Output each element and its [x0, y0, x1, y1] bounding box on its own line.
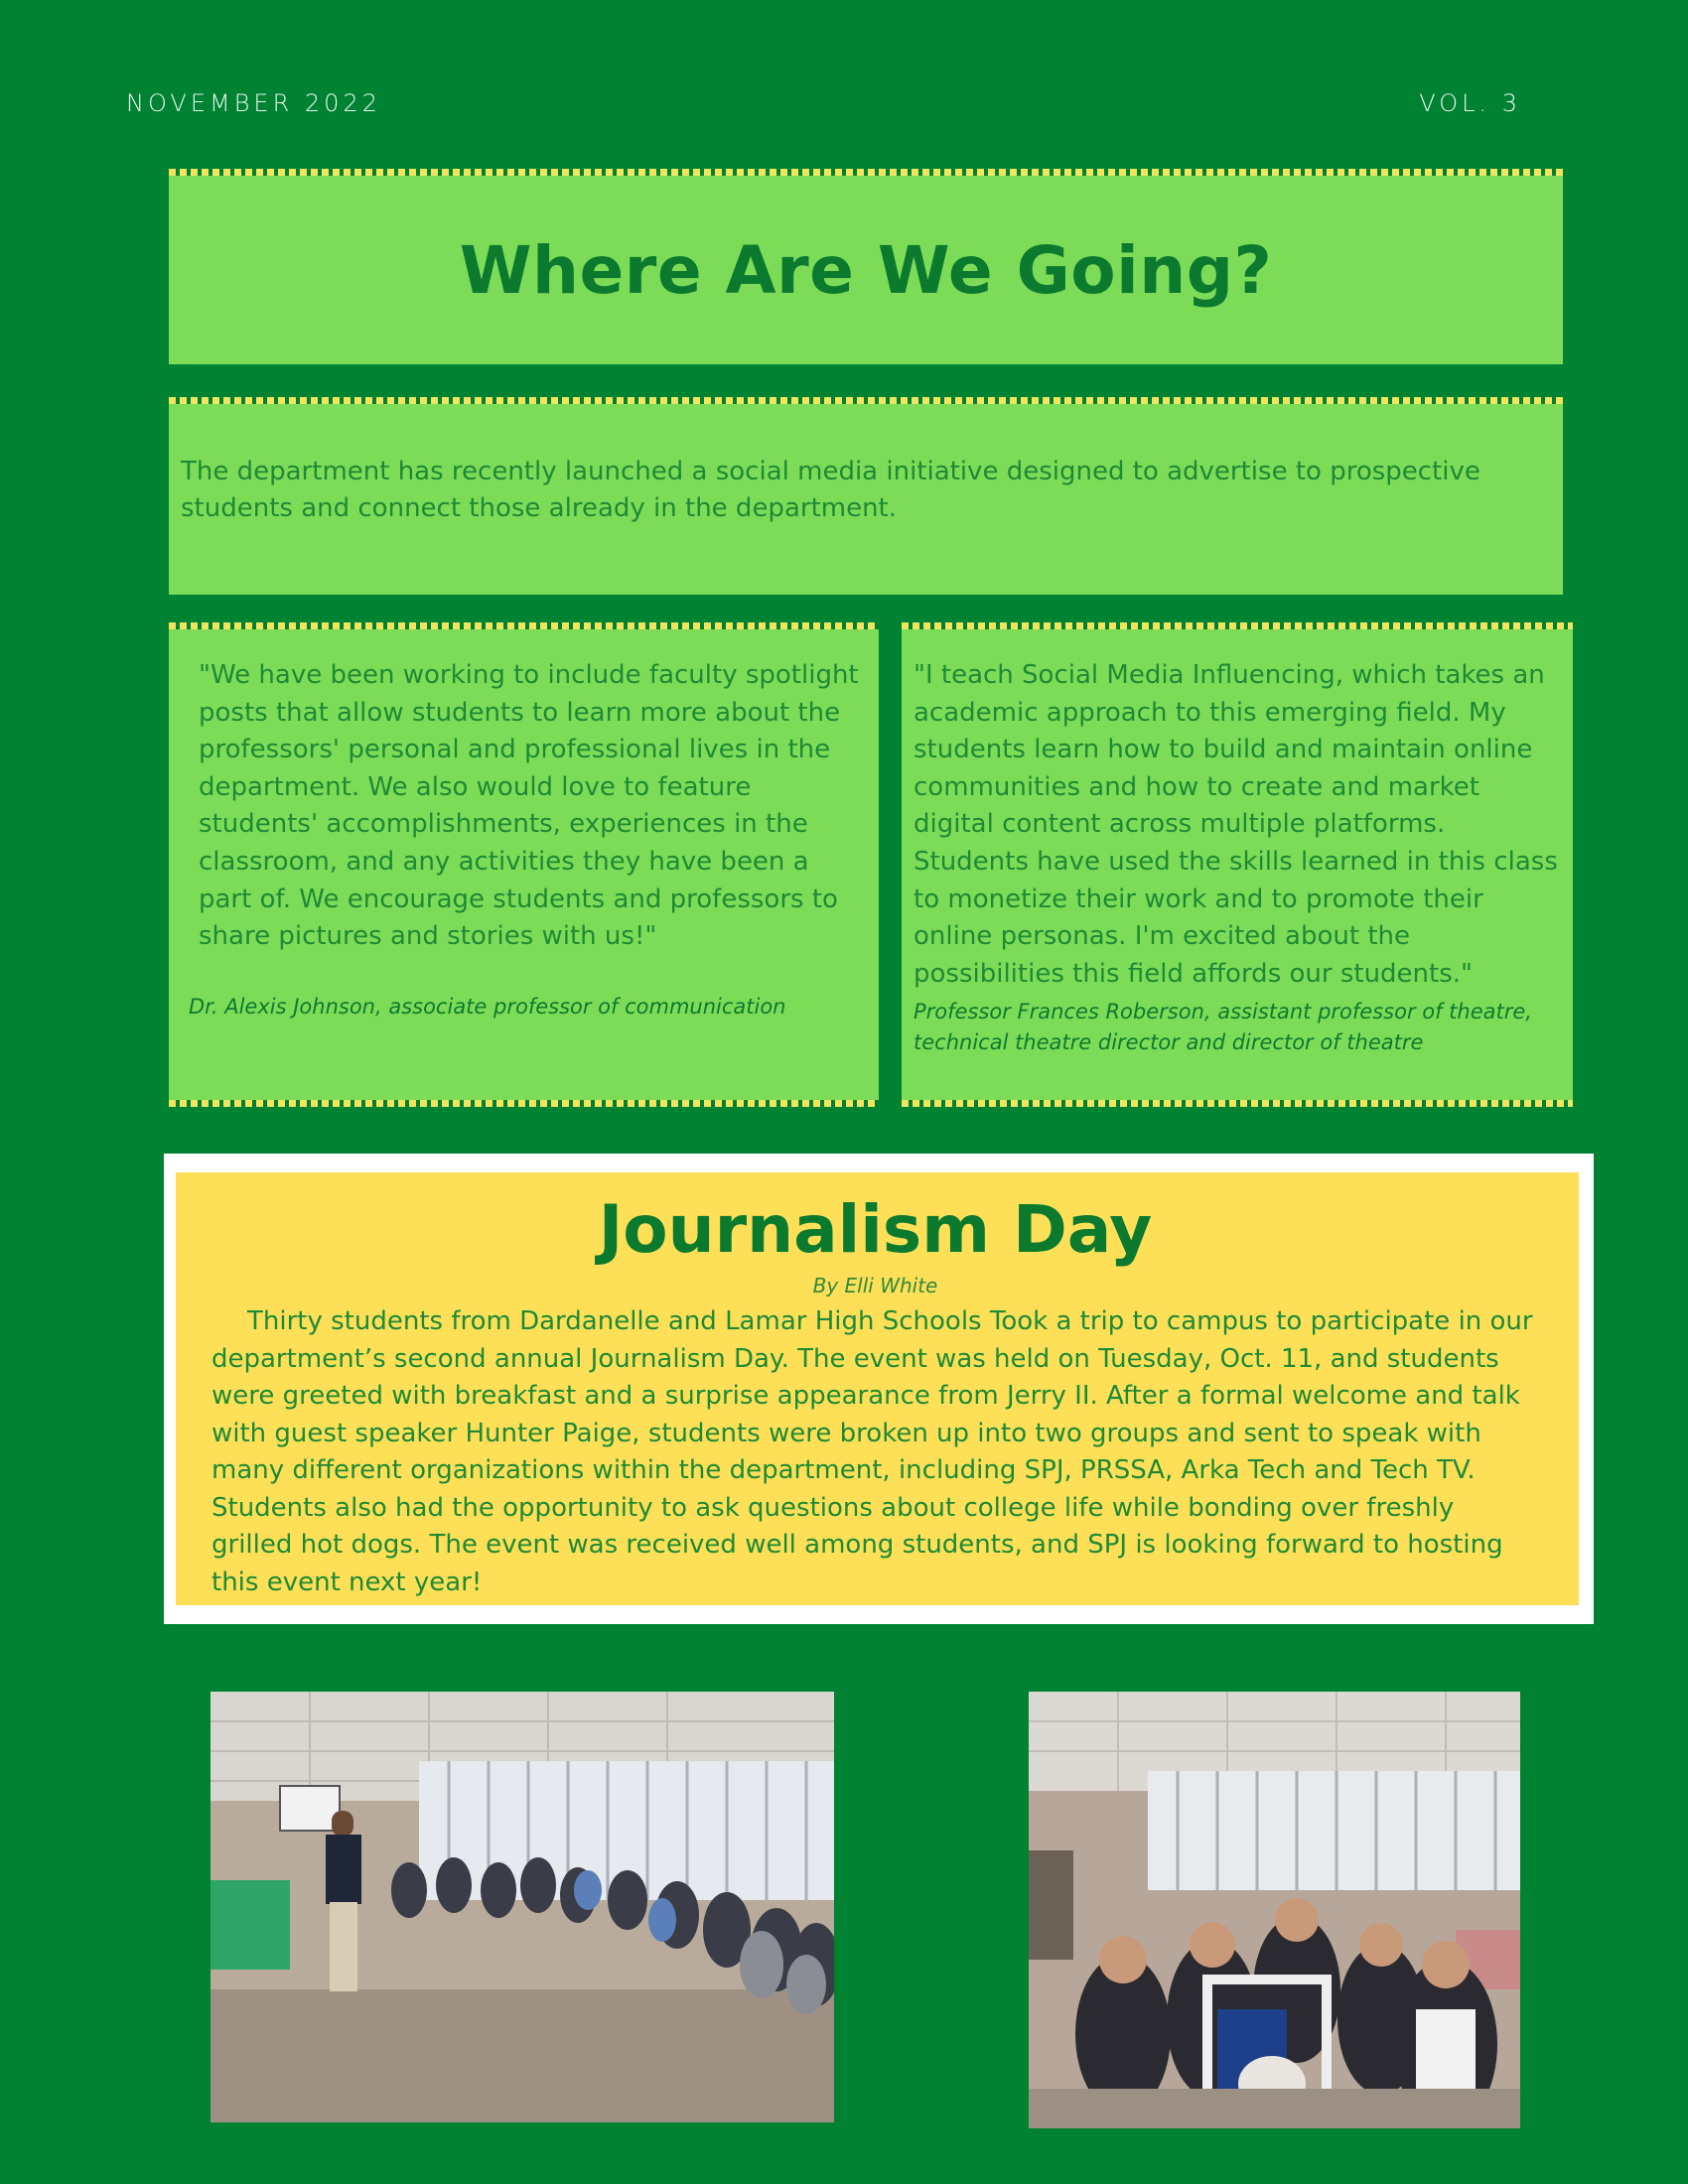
dashed-border-top: [902, 622, 1573, 629]
dashed-border-top: [169, 169, 1563, 176]
intro-panel: [169, 404, 1563, 595]
event-photo-group: [1029, 1692, 1520, 2128]
quote-text: "I teach Social Media Influencing, which takes an academic approach to this emerging field. My students learn how to build and maintain online communities and how to create and market digital content across multiple platforms. Students have used the skills learned in this class to monetize their work and to promote their online personas. I'm excited about the possibilities this field affords our students.": [914, 660, 1558, 989]
quote-panel-left: [169, 629, 879, 1100]
dashed-border-top: [169, 397, 1563, 404]
dashed-border-bottom: [902, 1100, 1573, 1107]
section-title: Where Are We Going?: [459, 231, 1273, 309]
event-photo-classroom: [211, 1692, 834, 2122]
journalism-day-frame: [164, 1154, 1594, 1624]
issue-volume: VOL. 3: [1419, 89, 1521, 117]
quote-attribution: Professor Frances Roberson, assistant professor of theatre, technical theatre director and director of theatre: [914, 1000, 1532, 1055]
dashed-border-top: [169, 622, 879, 629]
article-title: Journalism Day: [598, 1191, 1153, 1268]
quote-attribution: Dr. Alexis Johnson, associate professor of communication: [189, 994, 786, 1019]
quote-panel-right: [902, 629, 1573, 1100]
intro-text: The department has recently launched a social media initiative designed to advertise to prospective students and connect those already in the department.: [181, 457, 1480, 523]
dashed-border-bottom: [169, 1100, 879, 1107]
issue-date: NOVEMBER 2022: [126, 89, 381, 117]
quote-text: "We have been working to include faculty spotlight posts that allow students to learn more about the professors' personal and professional lives in the department. We also would love to feature students' accomplishments, experiences in the classroom, and any activities they have been a part of. We encourage students and professors to share pictures and stories with us!": [199, 660, 859, 952]
article-byline: By Elli White: [812, 1274, 938, 1297]
title-banner: [169, 176, 1563, 364]
article-body: Thirty students from Dardanelle and Lamar High Schools Took a trip to campus to participate in our department’s second annual Journalism Day. The event was held on Tuesday, Oct. 11, and students were greeted with breakfast and a surprise appearance from Jerry II. After a formal welcome and talk with guest speaker Hunter Paige, students were broken up into two groups and sent to speak with many different organizations within the department, including SPJ, PRSSA, Arka Tech and Tech TV. Students also had the opportunity to ask questions about college life while bonding over freshly grilled hot dogs. The event was received well among students, and SPJ is looking forward to hosting this event next year!: [211, 1306, 1533, 1597]
journalism-day-panel: [176, 1172, 1579, 1605]
